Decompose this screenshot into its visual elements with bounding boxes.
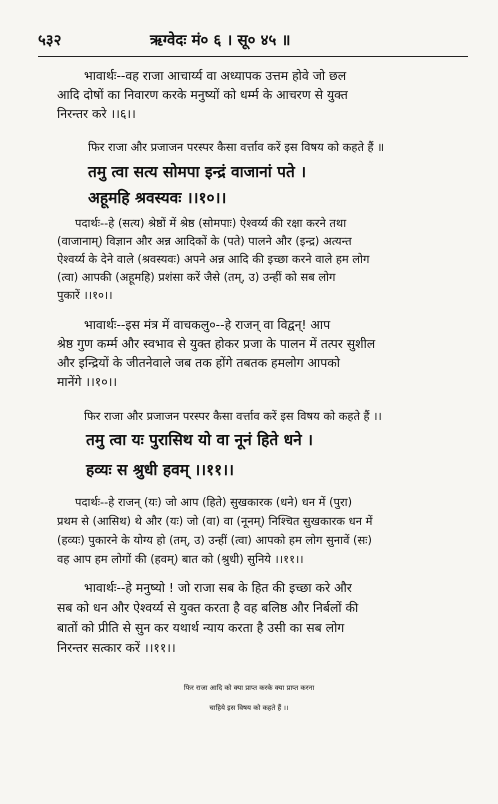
- padarth-10-line-4: (त्वा) आपकी (अहूमहि) प्रशंसा करें जैसे (तम्, उ) उन्हीं को सब लोग: [57, 270, 336, 284]
- bhavarth-10-line-3: और इन्द्रियों के जीतनेवाले जब तक होंगे तबतक हमलोग आपको: [57, 355, 340, 370]
- padarth-10-line-1: पदार्थः--हे (सत्य) श्रेष्ठों में श्रेष्ठ (सोमपाः) ऐश्वर्य्य की रक्षा करने तथा: [75, 216, 347, 230]
- bhavarth-6-line-3: निरन्तर करे ।।६।।: [57, 106, 136, 121]
- padarth-11-line-2: प्रथम से (आसिथ) थे और (यः) जो (वा) वा (नूनम्) निश्चित सुखकारक धन में: [57, 514, 373, 528]
- padarth-10-line-3: ऐश्वर्य्य के देने वाले (श्रवस्यवः) अपने अन्न आदि की इच्छा करने वाले हम लोग: [57, 252, 370, 266]
- bhavarth-10-line-1: भावार्थः--इस मंत्र में वाचकलु०--हे राजन् वा विद्वन्! आप: [84, 317, 331, 332]
- header-rule: [38, 56, 468, 57]
- bhavarth-11-line-2: सब को धन और ऐश्वर्य्य से युक्त करता है वह बलिष्ठ और निर्बलों की: [57, 600, 359, 615]
- page-header: [38, 30, 468, 52]
- bhavarth-10-line-2: श्रेष्ठ गुण कर्म्म और स्वभाव से युक्त होकर प्रजा के पालन में तत्पर सुशील: [57, 336, 376, 351]
- padarth-11-line-3: (हव्यः) पुकारने के योग्य हो (तम्, उ) उन्हीं (त्वा) आपको हम लोग सुनावें (सः): [57, 533, 372, 547]
- running-head: ऋग्वेदः मं० ६ । सू० ४५ ॥: [150, 31, 291, 49]
- bhavarth-11-line-1: भावार्थः--हे मनुष्यो ! जो राजा सब के हित की इच्छा करे और: [84, 580, 352, 595]
- page-number: ५३२: [38, 31, 62, 49]
- mantra-10-line-2: अहूमहि श्रवस्यवः ।।१०।।: [88, 189, 227, 207]
- padarth-11-line-1: पदार्थः--हे राजन् (यः) जो आप (हिते) सुखकारक (धने) धन में (पुरा): [75, 495, 353, 509]
- topic-heading-12-line-2: चाहिये इस विषय को कहते हैं ।।: [209, 704, 289, 712]
- mantra-10-line-1: तमु त्वा सत्य सोमपा इन्द्रं वाजानां पते ।: [88, 163, 307, 181]
- mantra-11-line-2: हव्यः स श्रुधी हवम् ।।११।।: [86, 461, 234, 479]
- topic-heading-11: फिर राजा और प्रजाजन परस्पर कैसा वर्त्ताव करें इस विषय को कहते हैं ।।: [84, 409, 382, 423]
- bhavarth-6-line-2: आदि दोषों का निवारण करके मनुष्यों को धर्म्म के आचरण से युक्त: [57, 87, 348, 102]
- padarth-11-line-4: वह आप हम लोगों की (हवम्) बात को (श्रुधी) सुनिये ।।११।।: [57, 552, 304, 566]
- topic-heading-10: फिर राजा और प्रजाजन परस्पर कैसा वर्त्ताव करें इस विषय को कहते हैं ॥: [88, 140, 385, 154]
- mantra-11-line-1: तमु त्वा यः पुरासिथ यो वा नूनं हिते धने ।: [86, 431, 314, 449]
- topic-heading-12-line-1: फिर राजा आदि को क्या प्राप्त करके क्या प्राप्त करना: [183, 684, 315, 692]
- bhavarth-11-line-4: निरन्तर सत्कार करें ।।११।।: [57, 640, 176, 655]
- bhavarth-6-line-1: भावार्थः--वह राजा आचार्य्य वा अध्यापक उत्तम होवे जो छल: [84, 68, 347, 83]
- padarth-10-line-5: पुकारें ।।१०।।: [57, 288, 113, 302]
- bhavarth-11-line-3: बातों को प्रीति से सुन कर यथार्थ न्याय करता है उसी का सब लोग: [57, 620, 345, 635]
- bhavarth-10-line-4: मानेंगे ।।१०।।: [57, 374, 118, 389]
- padarth-10-line-2: (वाजानाम्) विज्ञान और अन्न आदिकों के (पते) पालने और (इन्द्र) अत्यन्त: [57, 234, 352, 248]
